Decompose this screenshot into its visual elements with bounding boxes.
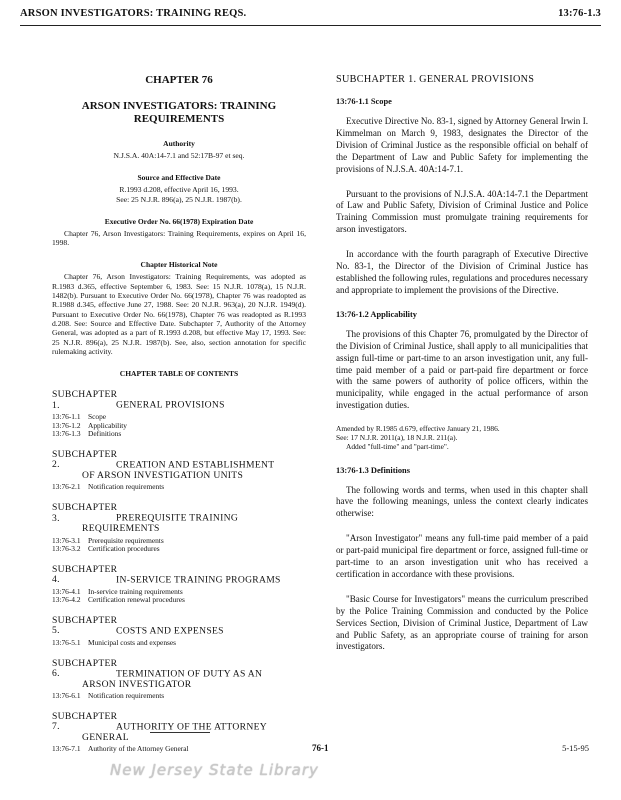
toc-entry: 13:76-6.1 Notification requirements bbox=[52, 691, 165, 700]
section-heading-applicability: 13:76-1.2 Applicability bbox=[336, 309, 417, 319]
source-heading: Source and Effective Date bbox=[137, 173, 221, 183]
toc-subchapter-title: GENERAL PROVISIONS bbox=[116, 399, 225, 411]
toc-heading: CHAPTER TABLE OF CONTENTS bbox=[119, 369, 239, 379]
applicability-paragraph: The provisions of this Chapter 76, promulgated by the Director of the Division of Criminal Justice, shall apply to all municipalities that assign full-time or part-time to an arson investigation unit, any full-time paid member of a paid or part-paid fire department or force with the same powers of authority of police officers, within the municipality, while engaged in the actual performance of arson investigation duties. bbox=[336, 328, 588, 411]
chapter-name-line-2: REQUIREMENTS bbox=[133, 113, 225, 125]
executive-order-heading: Executive Order No. 66(1978) Expiration Date bbox=[104, 216, 254, 226]
chapter-number: CHAPTER 76 bbox=[145, 74, 213, 86]
toc-subchapter bbox=[52, 390, 306, 439]
table-of-contents bbox=[52, 390, 306, 754]
toc-entry: 13:76-1.2 Applicability bbox=[52, 420, 127, 430]
toc-subchapter-number: SUBCHAPTER 3. bbox=[52, 502, 118, 524]
definitions-paragraph-2: "Arson Investigator" means any full-time paid member of a paid or part-paid municipal fire department or force, assigned full-time or part-time to an arson investigation unit who has received a certification in accordance with these provisions. bbox=[336, 533, 588, 579]
library-stamp: New Jersey State Library bbox=[110, 761, 319, 779]
toc-entry: 13:76-1.3 Definitions bbox=[52, 429, 122, 439]
toc-entry: 13:76-3.2 Certification procedures bbox=[52, 544, 160, 554]
toc-subchapter-number: SUBCHAPTER 4. bbox=[52, 563, 118, 586]
amendment-line: Added "full-time" and "part-time". bbox=[346, 441, 449, 451]
authority-text: N.J.S.A. 40A:14-7.1 and 52:17B-97 et seq. bbox=[113, 151, 245, 160]
toc-subchapter-title: AUTHORITY OF THE ATTORNEY bbox=[116, 721, 267, 733]
scope-paragraph-1: Executive Directive No. 83-1, signed by Attorney General Irwin I. Kimmelman on March 9, 1983, designates the Director of the Division of Criminal Justice as the responsible official on behalf of the Department of Law and Public Safety for implementing the provisions of N.J.S.A. 40A:14-7.1. bbox=[336, 116, 588, 174]
section-heading-definitions: 13:76-1.3 Definitions bbox=[336, 465, 410, 475]
historical-note-text: Chapter 76, Arson Investigators: Training Requirements, was adopted as R.1983 d.365, effective September 6, 1983. See: 15 N.J.R. 1078(a), 15 N.J.R. 1482(b). Pursuant to Executive Order No. 66(1978), Chapter 76 was readopted as R.1988 d.345, effective June 27, 1988. See: 20 N.J.R. 963(a), 20 N.J.R. 1949(d). Pursuant to Executive Order No. 66(1978), Chapter 76 was readopted as R.1993 d.208. See: Source and Effective Date. Subchapter 7, Authority of the Attorney General, was adopted as a part of R.1993 d.208, but effective May 17, 1993. See: 25 N.J.R. 896(a), 25 N.J.R. 1987(b). See, also, section annotation for specific rulemaking activity. bbox=[52, 272, 306, 356]
source-line-1: R.1993 d.208, effective April 16, 1993. bbox=[119, 185, 239, 195]
toc-subchapter-title: PREREQUISITE TRAINING bbox=[116, 512, 239, 524]
amendment-note bbox=[336, 425, 588, 451]
toc-subchapter-title-cont: REQUIREMENTS bbox=[82, 523, 160, 535]
toc-subchapter bbox=[52, 503, 306, 554]
toc-entry: 13:76-5.1 Municipal costs and expenses bbox=[52, 637, 177, 647]
header-rule bbox=[20, 25, 601, 26]
definitions-paragraph-3: "Basic Course for Investigators" means the curriculum prescribed by the Police Training Commission and conducted by the Police Services Section, Division of Criminal Justice, Department of Law and Public Safety, as an appropriate course of training for arson investigators. bbox=[336, 593, 588, 652]
toc-subchapter bbox=[52, 659, 306, 701]
right-column bbox=[336, 74, 588, 666]
toc-entry: 13:76-1.1 Scope bbox=[52, 412, 107, 422]
scope-paragraph-2: Pursuant to the provisions of N.J.S.A. 40A:14-7.1 the Department of Law and Public Safety, Division of Criminal Justice and Police Training Commission must promulgate training requirements for arson investigators. bbox=[336, 188, 588, 235]
toc-subchapter-title: CREATION AND ESTABLISHMENT bbox=[116, 459, 275, 471]
toc-subchapter-number: SUBCHAPTER 5. bbox=[52, 614, 118, 637]
toc-subchapter bbox=[52, 450, 306, 492]
page-date: 5-15-95 bbox=[562, 743, 589, 753]
toc-subchapter-title: TERMINATION OF DUTY AS AN bbox=[116, 668, 263, 679]
toc-subchapter-title-cont: OF ARSON INVESTIGATION UNITS bbox=[82, 469, 244, 481]
scope-paragraph-3: In accordance with the fourth paragraph of Executive Directive No. 83-1, the Director of the Division of Criminal Justice has established the following rules, regulations and procedures necessary and appropriate to implement the provisions of the Directive. bbox=[336, 249, 588, 295]
toc-entry: 13:76-7.1 Authority of the Attorney General bbox=[52, 744, 189, 754]
chapter-name bbox=[52, 100, 306, 126]
authority-heading: Authority bbox=[163, 139, 195, 148]
definitions-paragraph-1: The following words and terms, when used in this chapter shall have the following meanings, unless the context clearly indicates otherwise: bbox=[336, 484, 588, 519]
toc-subchapter-number: SUBCHAPTER 2. bbox=[52, 448, 118, 471]
toc-subchapter-title-cont: GENERAL bbox=[82, 731, 129, 743]
page-number: 76-1 bbox=[312, 743, 329, 753]
toc-subchapter-number: SUBCHAPTER 6. bbox=[52, 657, 118, 679]
toc-entry: 13:76-3.1 Prerequisite requirements bbox=[52, 535, 164, 545]
toc-subchapter bbox=[52, 616, 306, 648]
running-head-title: ARSON INVESTIGATORS: TRAINING REQS. bbox=[20, 8, 247, 19]
running-head bbox=[20, 8, 601, 19]
toc-entry: 13:76-2.1 Notification requirements bbox=[52, 482, 165, 492]
toc-entry: 13:76-4.1 In-service training requirements bbox=[52, 586, 183, 596]
section-heading-scope: 13:76-1.1 Scope bbox=[336, 97, 392, 106]
toc-subchapter bbox=[52, 565, 306, 605]
historical-note-heading: Chapter Historical Note bbox=[140, 260, 218, 270]
toc-subchapter-number: SUBCHAPTER 1. bbox=[52, 389, 118, 411]
toc-subchapter-number: SUBCHAPTER 7. bbox=[52, 710, 118, 733]
footer-rule bbox=[150, 732, 210, 733]
amendment-line: Amended by R.1985 d.679, effective January 21, 1986. bbox=[336, 424, 500, 434]
executive-order-text: Chapter 76, Arson Investigators: Training Requirements, expires on April 16, 1998. bbox=[52, 228, 306, 248]
amendment-line: See: 17 N.J.R. 2011(a), 18 N.J.R. 211(a). bbox=[336, 432, 458, 442]
subchapter-title: SUBCHAPTER 1. GENERAL PROVISIONS bbox=[336, 74, 535, 85]
toc-entry: 13:76-4.2 Certification renewal procedures bbox=[52, 595, 185, 605]
chapter-name-line-1: ARSON INVESTIGATORS: TRAINING bbox=[81, 100, 277, 112]
running-head-section: 13:76-1.3 bbox=[558, 8, 601, 19]
toc-subchapter-title: COSTS AND EXPENSES bbox=[116, 625, 224, 637]
toc-subchapter-title-cont: ARSON INVESTIGATOR bbox=[82, 678, 192, 690]
left-column bbox=[52, 74, 306, 765]
source-line-2: See: 25 N.J.R. 896(a), 25 N.J.R. 1987(b). bbox=[116, 194, 242, 204]
toc-subchapter-title: IN-SERVICE TRAINING PROGRAMS bbox=[116, 574, 281, 586]
